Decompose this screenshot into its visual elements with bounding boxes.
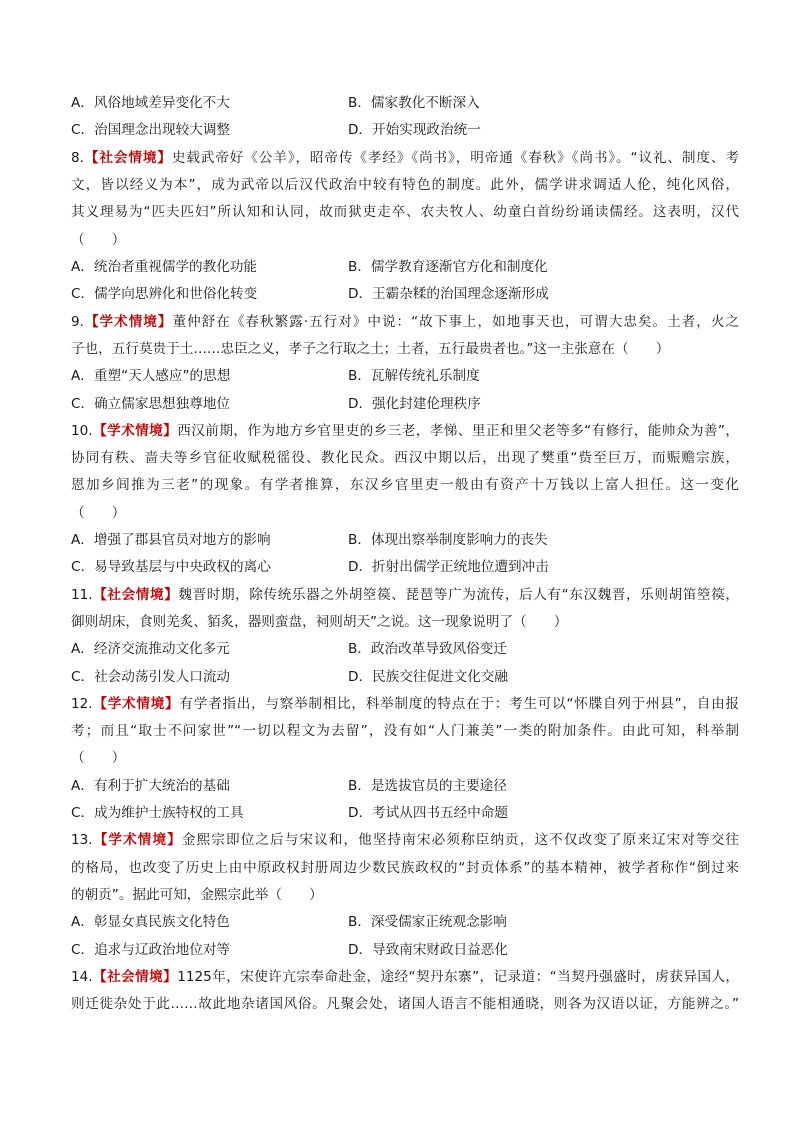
q12-number: 12. — [71, 696, 93, 712]
q10-option-c[interactable]: C．易导致基层与中央政权的离心 — [71, 559, 271, 575]
q14-stem-line-2: 则迁徙杂处于此……故此地杂诸国风俗。凡聚会处，诸国人语言不能相通晓，则各为汉语以证，方能辨之。” — [71, 996, 739, 1012]
q7-option-a[interactable]: A．风俗地域差异变化不大 — [71, 95, 230, 111]
q13-option-d[interactable]: D．导致南宋财政日益恶化 — [348, 942, 508, 958]
q10-stem-line-2: 协同有秩、啬夫等乡官征收赋税徭役、教化民众。西汉中期以后，出现了樊重“赀至巨万，而赈赡宗族， — [71, 450, 739, 466]
q10-answer-bracket: （ ） — [71, 505, 126, 521]
q9-number: 9. — [71, 314, 84, 330]
q11-option-a[interactable]: A．经济交流推动文化多元 — [71, 641, 230, 657]
q8-stem-text-1: 史载武帝好《公羊》，昭帝传《孝经》《尚书》，明帝通《春秋》《尚书》。“议礼、制度、考 — [171, 150, 739, 166]
q11-stem-line-1 — [71, 582, 739, 608]
q13-number: 13. — [71, 832, 93, 848]
q8-stem-line-1 — [71, 145, 739, 171]
q8-option-b[interactable]: B．儒学教育逐渐官方化和制度化 — [348, 259, 548, 275]
q10-context-tag: 【学术情境】 — [92, 423, 178, 439]
q9-option-d[interactable]: D．强化封建伦理秩序 — [348, 396, 481, 412]
q10-option-d[interactable]: D．折射出儒学正统地位遭到冲击 — [348, 559, 549, 575]
q9-stem-text-1: 董仲舒在《春秋繁露·五行对》中说：“故下事上，如地事天也，可谓大忠矣。土者，火之 — [172, 314, 739, 330]
q13-stem-line-3: 的朝贡”。据此可知，金熙宗此举（ ） — [71, 887, 323, 903]
q8-option-a[interactable]: A．统治者重视儒学的教化功能 — [71, 259, 258, 275]
q13-option-a[interactable]: A．彰显女真民族文化特色 — [71, 914, 230, 930]
q7-option-c[interactable]: C．治国理念出现较大调整 — [71, 122, 231, 138]
q13-stem-line-2: 的格局，也改变了历史上由中原政权封册周边少数民族政权的“封贡体系”的基本精神，被学者称作“倒过来 — [71, 860, 739, 876]
q12-option-a[interactable]: A．有利于扩大统治的基础 — [71, 778, 230, 794]
q14-stem-text-1: 1125年，宋使许亢宗奉命赴金，途经“契丹东寨”，记录道：“当契丹强盛时，虏获异国人， — [177, 969, 739, 985]
q8-option-d[interactable]: D．王霸杂糅的治国理念逐渐形成 — [348, 286, 549, 302]
q10-stem-line-1 — [71, 418, 739, 444]
q8-option-c[interactable]: C．儒学向思辨化和世俗化转变 — [71, 286, 258, 302]
q14-number: 14. — [71, 969, 93, 985]
q12-stem-line-1 — [71, 691, 739, 717]
q12-stem-text-1: 有学者指出，与察举制相比，科举制度的特点在于：考生可以“怀牒自列于州县”，自由报 — [179, 696, 739, 712]
q9-option-c[interactable]: C．确立儒家思想独尊地位 — [71, 396, 231, 412]
q7-option-d[interactable]: D．开始实现政治统一 — [348, 122, 481, 138]
q10-stem-text-1: 西汉前期，作为地方乡官里吏的乡三老，孝悌、里正和里父老等多“有修行，能帅众为善”， — [177, 423, 739, 439]
q10-number: 10. — [71, 423, 93, 439]
q8-stem-line-2: 文，皆以经义为本”，成为武帝以后汉代政治中较有特色的制度。此外，儒学讲求调适人伦，纯化风俗， — [71, 177, 739, 193]
q11-option-d[interactable]: D．民族交往促进文化交融 — [348, 669, 508, 685]
q12-answer-bracket: （ ） — [71, 750, 126, 766]
q13-option-c[interactable]: C．追求与辽政治地位对等 — [71, 942, 231, 958]
q12-stem-line-2: 考；而且“取士不问家世”“一切以程文为去留”，没有如“人门兼美”一类的附加条件。由此可知，科举制 — [71, 723, 739, 739]
q11-stem-line-2: 御则胡床，食则羌炙、貊炙，器则蛮盘，祠则胡天”之说。这一现象说明了（ ） — [71, 614, 568, 630]
q9-stem-line-2: 子也，五行莫贵于土……忠臣之义，孝子之行取之土；土者，五行最贵者也。”这一主张意在（ ） — [71, 341, 670, 357]
q12-context-tag: 【学术情境】 — [92, 696, 180, 712]
q12-option-c[interactable]: C．成为维护士族特权的工具 — [71, 805, 244, 821]
q14-stem-line-1 — [71, 964, 739, 990]
q8-number: 8. — [71, 150, 84, 166]
q13-stem-text-1: 金熙宗即位之后与宋议和，他坚持南宋必须称臣纳贡，这不仅改变了原来辽宋对等交往 — [181, 832, 739, 848]
q7-option-b[interactable]: B．儒家教化不断深入 — [348, 95, 480, 111]
q9-stem-line-1 — [71, 309, 739, 335]
q13-stem-line-1 — [71, 827, 739, 853]
q11-option-c[interactable]: C．社会动荡引发人口流动 — [71, 669, 231, 685]
q13-context-tag: 【学术情境】 — [92, 832, 182, 848]
q8-context-tag: 【社会情境】 — [83, 150, 172, 166]
q9-context-tag: 【学术情境】 — [83, 314, 173, 330]
q10-option-b[interactable]: B．体现出察举制度影响力的丧失 — [348, 532, 548, 548]
q12-option-d[interactable]: D．考试从四书五经中命题 — [348, 805, 508, 821]
q9-option-a[interactable]: A．重塑“天人感应”的思想 — [71, 368, 231, 384]
q10-option-a[interactable]: A．增强了郡县官员对地方的影响 — [71, 532, 271, 548]
q11-stem-text-1: 魏晋时期，除传统乐器之外胡箜篌、琵琶等广为流传，后人有“东汉魏晋，乐则胡笛箜篌， — [178, 587, 739, 603]
q11-option-b[interactable]: B．政治改革导致风俗变迁 — [348, 641, 507, 657]
q9-option-b[interactable]: B．瓦解传统礼乐制度 — [348, 368, 480, 384]
q11-context-tag: 【社会情境】 — [92, 587, 179, 603]
q10-stem-line-3: 恩加乡闾推为三老”的现象。有学者推算，东汉乡官里吏一般由有资产十万钱以上富人担任。这一变化 — [71, 477, 739, 493]
q8-stem-line-3: 其义理易为“匹夫匹妇”所认知和认同，故而狱吏走卒、农夫牧人、幼童白首纷纷诵读儒经。这表明，汉代 — [71, 204, 739, 220]
q8-answer-bracket: （ ） — [71, 232, 126, 248]
q12-option-b[interactable]: B．是选拔官员的主要途径 — [348, 778, 507, 794]
q13-option-b[interactable]: B．深受儒家正统观念影响 — [348, 914, 507, 930]
q11-number: 11. — [71, 587, 93, 603]
q14-context-tag: 【社会情境】 — [92, 969, 178, 985]
